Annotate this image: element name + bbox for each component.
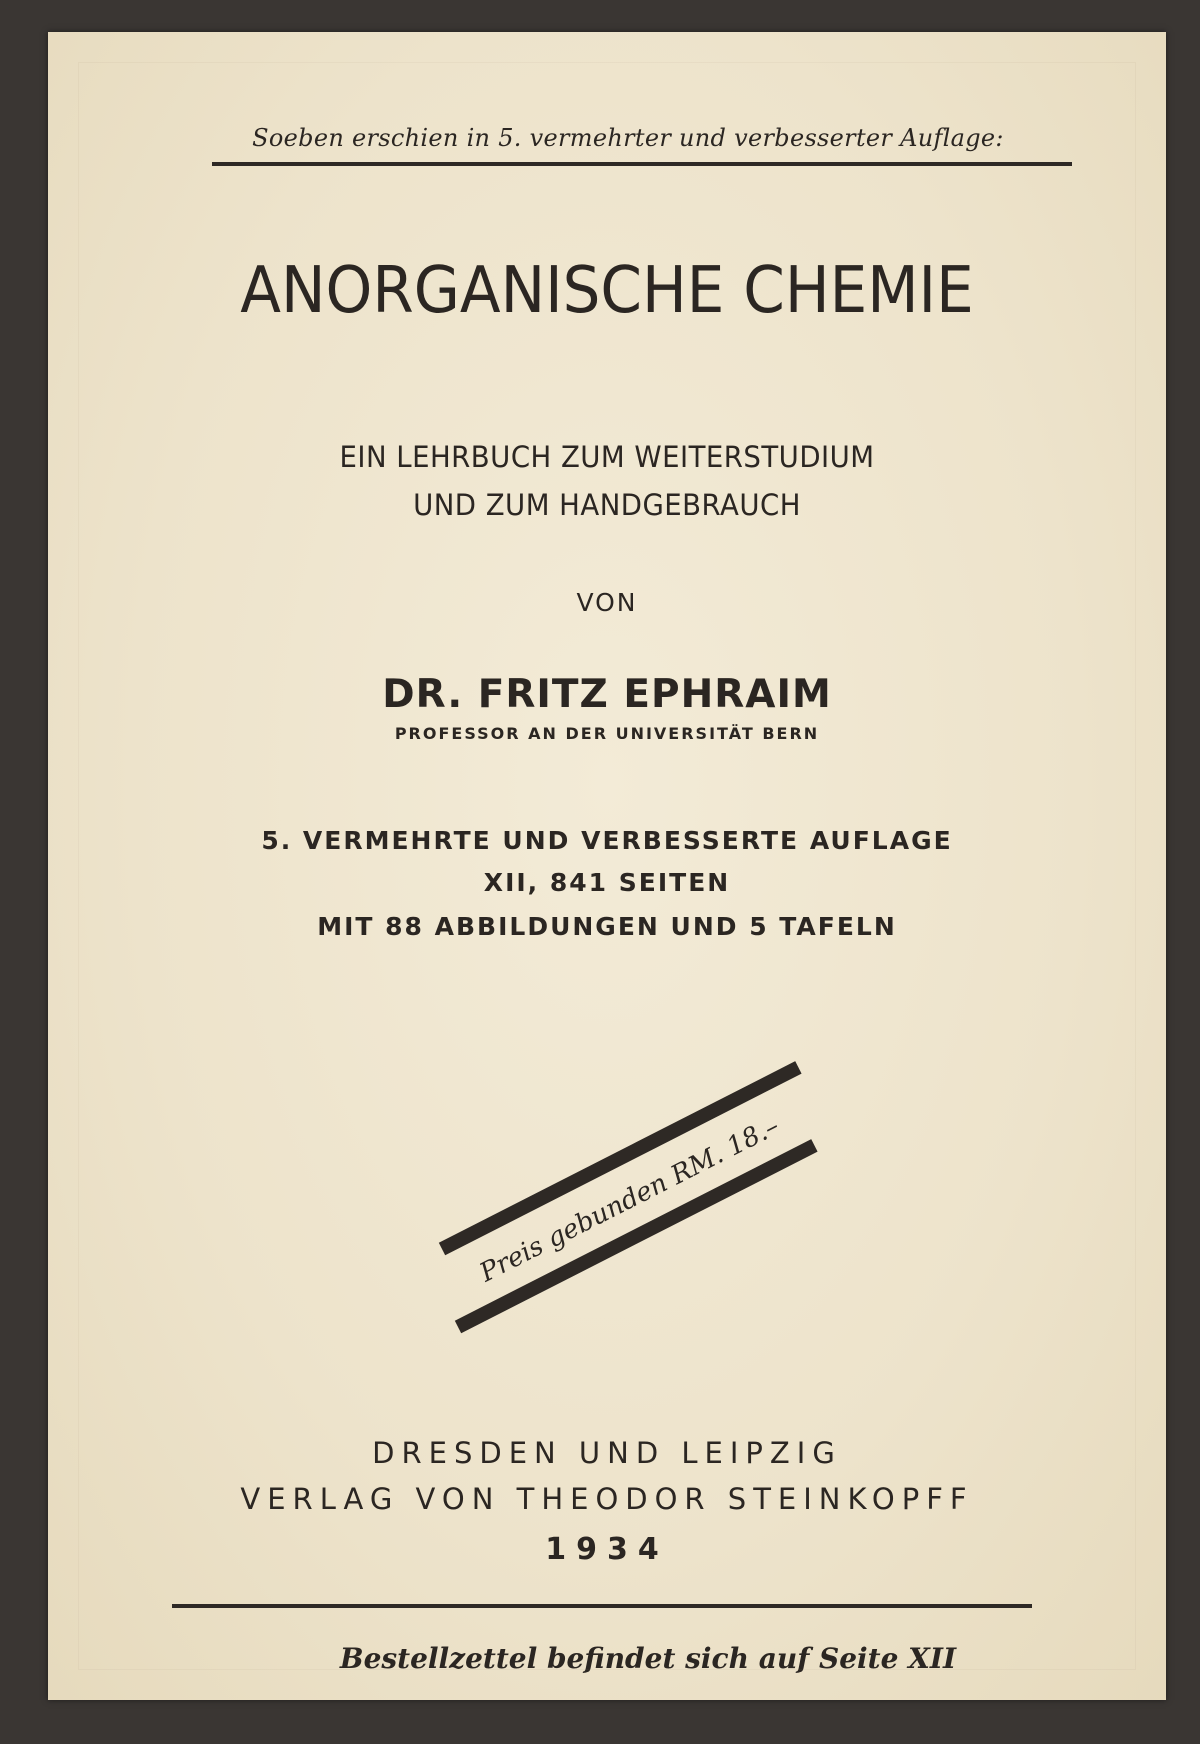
price-stamp-bar-lower [455,1139,818,1333]
subtitle-line-1: EIN LEHRBUCH ZUM WEITERSTUDIUM [339,440,875,474]
announcement-underline [212,162,1072,166]
page-count: XII, 841 SEITEN [483,868,731,897]
announcement-line: Soeben erschien in 5. vermehrter und verbesserter Auflage: [252,124,1004,152]
price-label: Preis gebunden RM. 18.– [475,1111,785,1289]
order-form-note: Bestellzettel befindet sich auf Seite XII [339,1642,957,1675]
illustrations-info: MIT 88 ABBILDUNGEN UND 5 TAFELN [317,912,897,941]
publication-year: 1934 [545,1532,669,1567]
author-affiliation: PROFESSOR AN DER UNIVERSITÄT BERN [394,724,820,743]
publisher-name: VERLAG VON THEODOR STEINKOPFF [240,1482,974,1516]
price-stamp-bar-upper [439,1061,802,1255]
subtitle-line-2: UND ZUM HANDGEBRAUCH [413,488,801,522]
publication-place: DRESDEN UND LEIPZIG [372,1436,842,1470]
price-stamp [458,1072,858,1302]
book-title: ANORGANISCHE CHEMIE [240,254,974,328]
bottom-rule [172,1604,1032,1608]
document-page [48,32,1166,1700]
author-name: DR. FRITZ EPHRAIM [382,672,832,717]
by-label: VON [576,588,638,617]
edition-info: 5. VERMEHRTE UND VERBESSERTE AUFLAGE [261,826,953,855]
